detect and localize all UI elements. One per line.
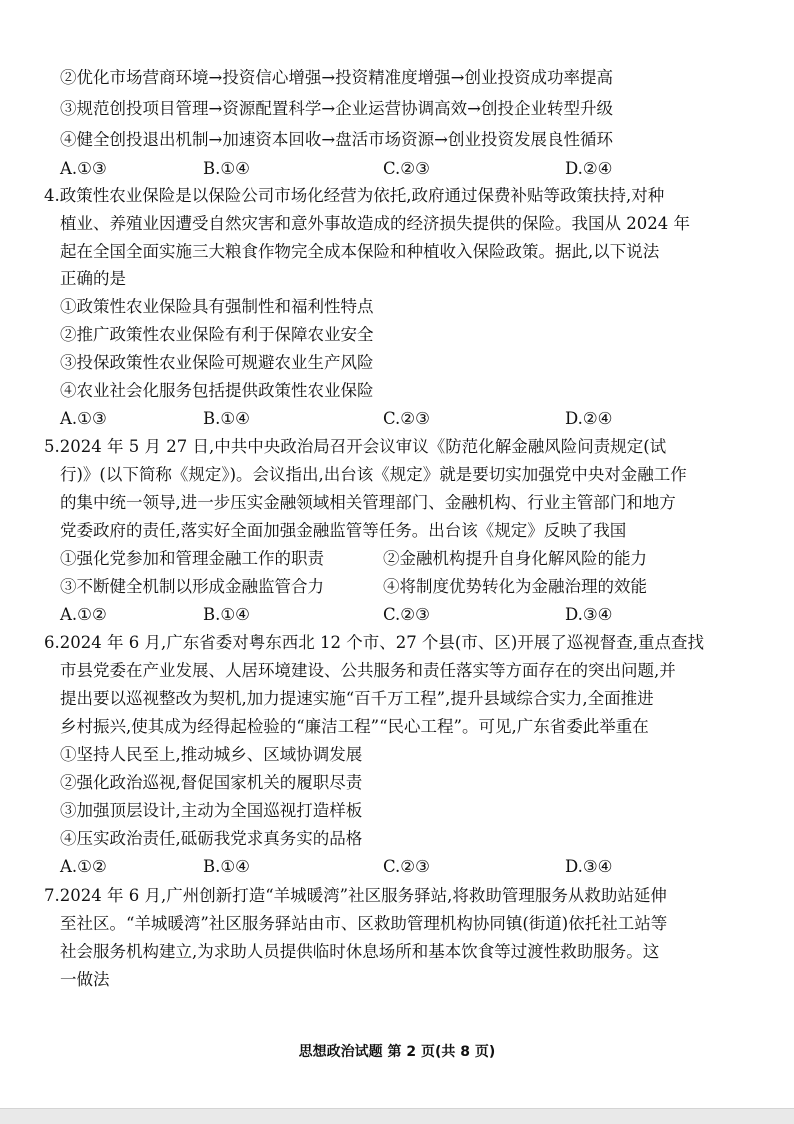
- q5-item-3: ③不断健全机制以形成金融监管合力: [60, 577, 324, 596]
- q4-item-4: ④农业社会化服务包括提供政策性农业保险: [60, 381, 374, 400]
- option-c: C.②③: [383, 409, 430, 428]
- q4-stem-line-1: 4.政策性农业保险是以保险公司市场化经营为依托,政府通过保费补贴等政策扶持,对种: [44, 186, 665, 205]
- q4-item-2: ②推广政策性农业保险有利于保障农业安全: [60, 325, 374, 344]
- q5-stem-line-1: 5.2024 年 5 月 27 日,中共中央政治局召开会议审议《防范化解金融风险问责规定(试: [44, 437, 667, 456]
- option-a: A.①②: [60, 605, 107, 624]
- option-b: B.①④: [203, 409, 250, 428]
- option-b: B.①④: [203, 857, 250, 876]
- q6-item-3: ③加强顶层设计,主动为全国巡视打造样板: [60, 801, 363, 820]
- q4-item-1: ①政策性农业保险具有强制性和福利性特点: [60, 297, 374, 316]
- page-footer: 思想政治试题 第 2 页(共 8 页): [298, 1044, 496, 1060]
- q7-stem-line-4: 一做法: [60, 970, 110, 989]
- option-a: A.①③: [60, 159, 107, 178]
- option-d: D.③④: [565, 605, 613, 624]
- q6-stem-line-2: 市县党委在产业发展、人居环境建设、公共服务和责任落实等方面存在的突出问题,并: [60, 661, 676, 680]
- q5-stem-line-4: 党委政府的责任,落实好全面加强金融监管等任务。出台该《规定》反映了我国: [60, 521, 627, 540]
- option-d: D.②④: [565, 409, 613, 428]
- q7-stem-line-1: 7.2024 年 6 月,广州创新打造“羊城暖湾”社区服务驿站,将救助管理服务从救助站延伸: [44, 886, 667, 905]
- q6-item-1: ①坚持人民至上,推动城乡、区域协调发展: [60, 745, 363, 764]
- q6-stem-line-4: 乡村振兴,使其成为经得起检验的“廉洁工程”“民心工程”。可见,广东省委此举重在: [60, 717, 649, 736]
- q4-stem-line-3: 起在全国全面实施三大粮食作物完全成本保险和种植收入保险政策。据此,以下说法: [60, 242, 660, 261]
- q7-stem-line-2: 至社区。“羊城暖湾”社区服务驿站由市、区救助管理机构协同镇(街道)依托社工站等: [60, 914, 668, 933]
- q6-stem-line-3: 提出要以巡视整改为契机,加力提速实施“百千万工程”,提升县域综合实力,全面推进: [60, 689, 654, 708]
- q5-stem-line-2: 行)》(以下简称《规定》)。会议指出,出台该《规定》就是要切实加强党中央对金融工作: [60, 465, 687, 484]
- q6-item-4: ④压实政治责任,砥砺我党求真务实的品格: [60, 829, 363, 848]
- option-a: A.①②: [60, 857, 107, 876]
- q3-item-3: ③规范创投项目管理→资源配置科学→企业运营协调高效→创投企业转型升级: [60, 99, 613, 118]
- q3-item-2: ②优化市场营商环境→投资信心增强→投资精准度增强→创业投资成功率提高: [60, 68, 613, 87]
- option-a: A.①③: [60, 409, 107, 428]
- q5-item-2: ②金融机构提升自身化解风险的能力: [383, 549, 647, 568]
- option-b: B.①④: [203, 159, 250, 178]
- option-c: C.②③: [383, 605, 430, 624]
- option-d: D.②④: [565, 159, 613, 178]
- q4-stem-line-4: 正确的是: [60, 269, 126, 288]
- q5-stem-line-3: 的集中统一领导,进一步压实金融领域相关管理部门、金融机构、行业主管部门和地方: [60, 493, 676, 512]
- option-b: B.①④: [203, 605, 250, 624]
- option-c: C.②③: [383, 857, 430, 876]
- q5-item-4: ④将制度优势转化为金融治理的效能: [383, 577, 647, 596]
- q3-item-4: ④健全创投退出机制→加速资本回收→盘活市场资源→创业投资发展良性循环: [60, 130, 613, 149]
- q7-stem-line-3: 社会服务机构建立,为求助人员提供临时休息场所和基本饮食等过渡性救助服务。这: [60, 942, 660, 961]
- q6-stem-line-1: 6.2024 年 6 月,广东省委对粤东西北 12 个市、27 个县(市、区)开展了巡视督查,重点查找: [44, 633, 705, 652]
- q5-item-1: ①强化党参加和管理金融工作的职责: [60, 549, 324, 568]
- q4-item-3: ③投保政策性农业保险可规避农业生产风险: [60, 353, 374, 372]
- option-d: D.③④: [565, 857, 613, 876]
- q6-item-2: ②强化政治巡视,督促国家机关的履职尽责: [60, 773, 363, 792]
- q4-stem-line-2: 植业、养殖业因遭受自然灾害和意外事故造成的经济损失提供的保险。我国从 2024 年: [60, 214, 690, 233]
- option-c: C.②③: [383, 159, 430, 178]
- viewer-bottom-bar: [0, 1108, 794, 1124]
